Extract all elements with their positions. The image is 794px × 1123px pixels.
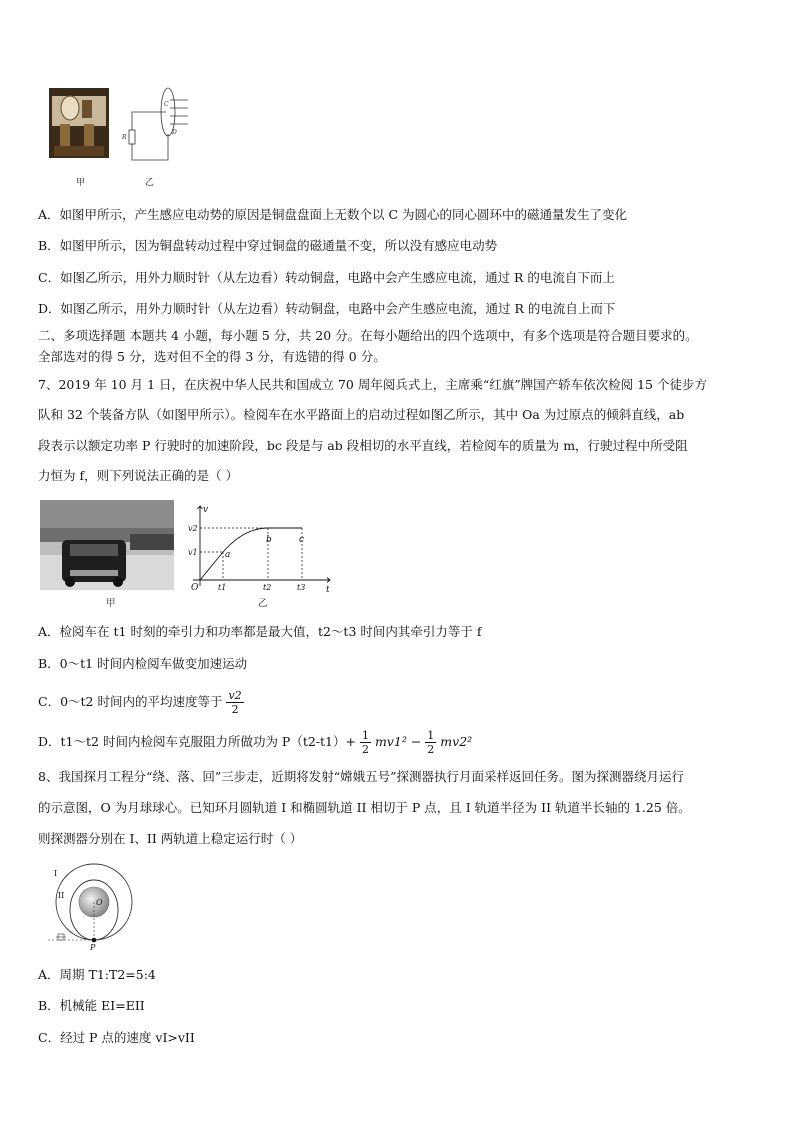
q7-option-c (38, 684, 762, 720)
label-v: v (203, 505, 209, 515)
q8-option-a: A．周期 T1:T2=5:4 (38, 967, 156, 982)
section-2-scoring: 全部选对的得 5 分，选对但不全的得 3 分，有选错的得 0 分。 (38, 349, 386, 364)
q7-stem-line2: 队和 32 个装备方队（如图甲所示）。检阅车在水平路面上的启动过程如图乙所示，其中 Oa 为过原点的倾斜直线，ab (38, 407, 685, 422)
schematic-disc-circuit (129, 88, 188, 160)
q8-option-b: B．机械能 EI=EII (38, 998, 145, 1013)
figure-parade-car (40, 500, 340, 612)
q8-stem-line3: 则探测器分别在 I、II 两轨道上稳定运行时（ ） (38, 831, 303, 846)
label-t1: t1 (218, 583, 227, 592)
vt-curve (200, 528, 305, 580)
label-origin: O (191, 583, 199, 593)
label-orbit-I: I (54, 869, 58, 878)
point-P (92, 938, 97, 943)
q6-option-b: B．如图甲所示，因为铜盘转动过程中穿过铜盘的磁通量不变，所以没有感应电动势 (38, 238, 498, 253)
label-v2: v2 (188, 524, 198, 533)
q6-option-c: C．如图乙所示，用外力顺时针（从左边看）转动铜盘，电路中会产生感应电流，通过 R 的电流自下而上 (38, 270, 615, 285)
photo-copper-disc-generator (49, 88, 109, 158)
fraction-denominator: 2 (231, 703, 239, 716)
fig2-caption-yi: 乙 (258, 598, 268, 609)
label-t3: t3 (297, 583, 306, 592)
q7-stem-line3: 段表示以额定功率 P 行驶时的加速阶段，bc 段是与 ab 段相切的水平直线，若检阅车的质量为 m，行驶过程中所受阻 (38, 438, 688, 453)
q7-option-b: B．0～t1 时间内检阅车做变加速运动 (38, 656, 248, 671)
label-orbit-II: II (58, 891, 65, 900)
label-D: D (172, 129, 177, 136)
fig1-caption-yi: 乙 (145, 178, 155, 188)
q7-option-d-text: D．t1～t2 时间内检阅车克服阻力所做功为 P（t2-t1）+ (38, 734, 356, 749)
label-R: R (122, 134, 127, 141)
label-t: t (326, 585, 330, 595)
fraction-half-2: $\frac{1}{2}$ (427, 729, 435, 756)
fraction-numerator: v2 (228, 689, 242, 702)
q8-stem-line2: 的示意图，O 为月球球心。已知环月圆轨道 I 和椭圆轨道 II 相切于 P 点，且 I 轨道半径为 II 轨道半长轴的 1.25 倍。 (38, 800, 691, 815)
section-2-heading: 二、多项选择题 本题共 4 小题，每小题 5 分，共 20 分。在每小题给出的四个选项中，有多个选项是符合题目要求的。 (38, 328, 698, 343)
figure-lunar-orbits (44, 862, 144, 952)
q8-option-c: C．经过 P 点的速度 vI>vII (38, 1030, 195, 1045)
label-point-b: b (266, 535, 272, 545)
photo-parade-car (40, 500, 174, 590)
q7-stem-line4: 力恒为 f，则下列说法正确的是（ ） (38, 468, 239, 483)
label-point-c: c (299, 535, 305, 545)
label-C: C (164, 101, 169, 108)
probe-icon (56, 934, 66, 940)
q7-option-d (38, 724, 762, 760)
label-t2: t2 (263, 583, 272, 592)
q7-option-c-text: C．0～t2 时间内的平均速度等于 (38, 694, 223, 709)
term-mv1-squared: mv1² (374, 734, 407, 749)
fig1-caption-jia: 甲 (76, 178, 86, 188)
fig2-caption-jia: 甲 (106, 598, 116, 609)
q7-option-a: A．检阅车在 t1 时刻的牵引力和功率都是最大值，t2～t3 时间内其牵引力等于 f (38, 624, 482, 639)
fraction-v2-over-2 (226, 689, 243, 716)
fraction-half-1: $\frac{1}{2}$ (361, 729, 369, 756)
minus-sign: − (410, 734, 422, 749)
label-center-O: O (96, 898, 103, 907)
q8-stem-line1: 8、我国探月工程分“绕、落、回”三步走，近期将发射“嫦娥五号”探测器执行月面采样返回任务。图为探测器绕月运行 (38, 769, 685, 784)
vt-graph (193, 506, 330, 586)
label-point-P: P (90, 943, 96, 952)
label-point-a: a (225, 550, 231, 560)
term-mv2-squared: mv2² (440, 734, 473, 749)
label-v1: v1 (188, 548, 198, 557)
q6-option-a: A．如图甲所示，产生感应电动势的原因是铜盘盘面上无数个以 C 为圆心的同心圆环中的磁通量发生了变化 (38, 207, 628, 222)
q7-stem-line1: 7、2019 年 10 月 1 日，在庆祝中华人民共和国成立 70 周年阅兵式上，主席乘“红旗”牌国产轿车依次检阅 15 个徒步方 (38, 377, 707, 392)
q6-option-d: D．如图乙所示，用外力顺时针（从左边看）转动铜盘，电路中会产生感应电流，通过 R 的电流自上而下 (38, 301, 616, 316)
figure-copper-disc (40, 86, 190, 190)
